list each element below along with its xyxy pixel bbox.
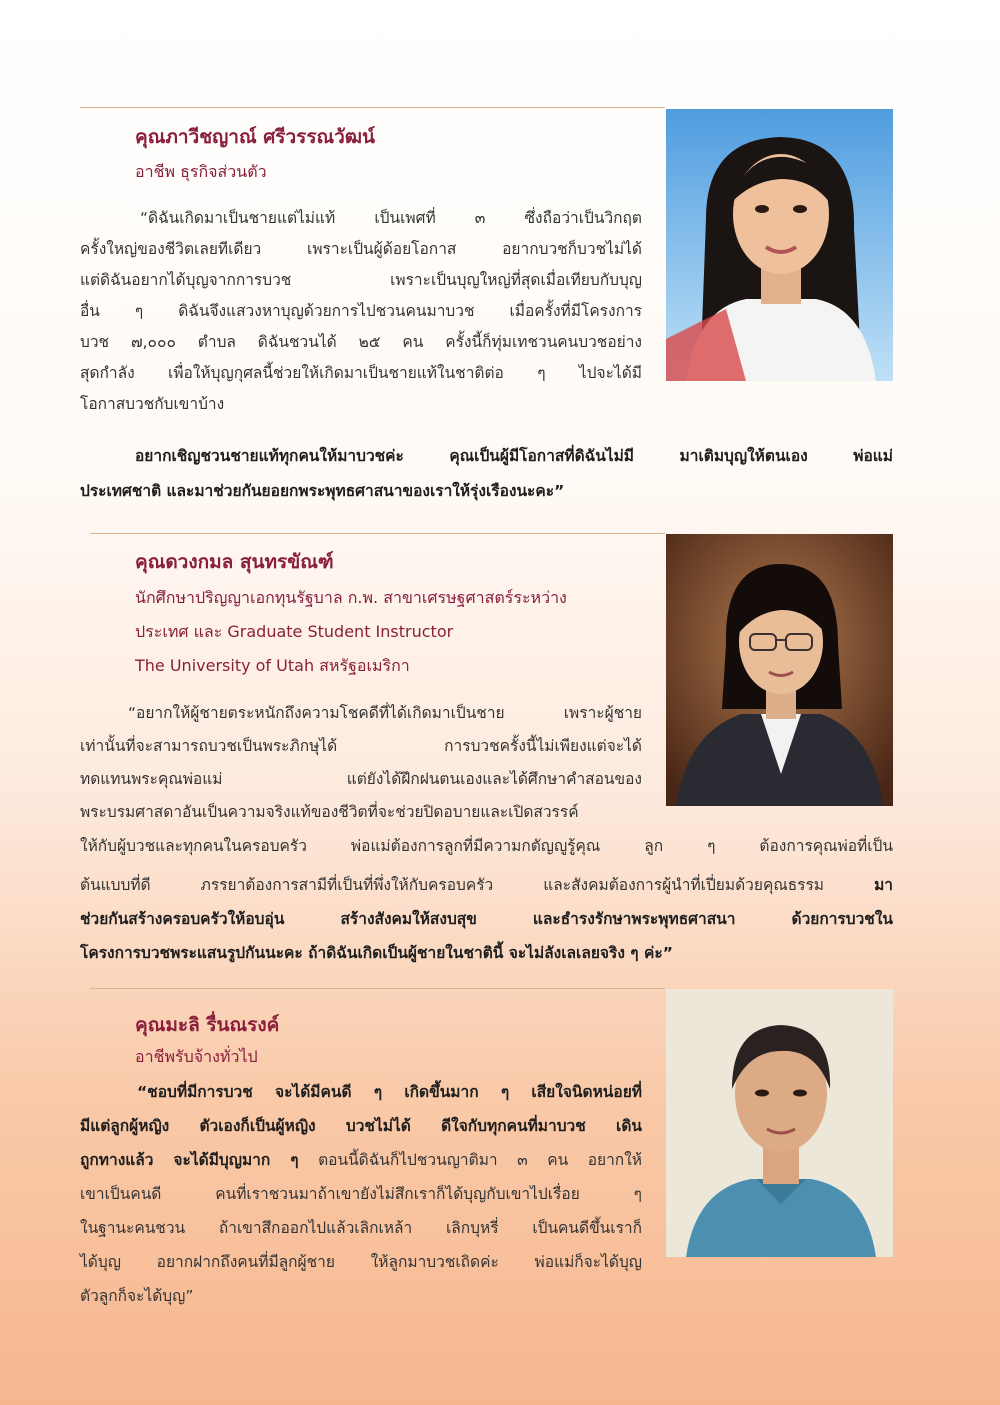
divider-3 <box>90 988 665 989</box>
person-2-subtitle-2: ประเทศ และ Graduate Student Instructor <box>135 622 454 641</box>
person-1-photo <box>666 109 893 381</box>
person-2-line-2: เท่านั้นที่จะสามารถบวชเป็นพระภิกษุได้ การบวชครั้งนี้ไม่เพียงแต่จะได้ <box>80 737 642 755</box>
person-1-line-9: ประเทศชาติ และมาช่วยกันยอยกพระพุทธศาสนาของเราให้รุ่งเรืองนะคะ” <box>80 482 565 500</box>
person-1-line-1: “ดิฉันเกิดมาเป็นชายแต่ไม่แท้ เป็นเพศที่ ๓ ซึ่งถือว่าเป็นวิกฤต <box>140 209 642 227</box>
person-3-line-2: มีแต่ลูกผู้หญิง ตัวเองก็เป็นผู้หญิง บวชไม่ได้ ดีใจกับทุกคนที่มาบวช เดิน <box>80 1117 642 1135</box>
person-1-line-6: สุดกำลัง เพื่อให้บุญกุศลนี้ช่วยให้เกิดมาเป็นชายแท้ในชาติต่อ ๆ ไปจะได้มี <box>80 364 642 382</box>
person-2-line-7: ช่วยกันสร้างครอบครัวให้อบอุ่น สร้างสังคมให้สงบสุข และธำรงรักษาพระพุทธศาสนา ด้วยการบวชใน <box>80 910 893 928</box>
person-2-line-1: “อยากให้ผู้ชายตระหนักถึงความโชคดีที่ได้เกิดมาเป็นชาย เพราะผู้ชาย <box>128 704 642 722</box>
person-2-photo <box>666 534 893 806</box>
person-3-line-3-bold: ถูกทางแล้ว จะได้มีบุญมาก ๆ <box>80 1151 299 1169</box>
person-1-line-2: ครั้งใหญ่ของชีวิตเลยทีเดียว เพราะเป็นผู้ด้อยโอกาส อยากบวชก็บวชไม่ได้ <box>80 240 642 258</box>
person-3-photo <box>666 989 893 1257</box>
person-2-line-4: พระบรมศาสดาอันเป็นความจริงแท้ของชีวิตที่จะช่วยปิดอบายและเปิดสวรรค์ <box>80 803 579 821</box>
person-3-line-1: “ชอบที่มีการบวช จะได้มีคนดี ๆ เกิดขึ้นมาก ๆ เสียใจนิดหน่อยที่ <box>137 1083 642 1101</box>
person-3-line-6: ได้บุญ อยากฝากถึงคนที่มีลูกผู้ชาย ให้ลูกมาบวชเถิดค่ะ พ่อแม่ก็จะได้บุญ <box>80 1253 642 1271</box>
person-3-line-3 <box>80 1147 642 1172</box>
divider-1 <box>80 107 665 108</box>
person-1-line-4: อื่น ๆ ดิฉันจึงแสวงหาบุญด้วยการไปชวนคนมาบวช เมื่อครั้งที่มีโครงการ <box>80 302 642 320</box>
person-2-name: คุณดวงกมล สุนทรขัณฑ์ <box>135 551 334 573</box>
divider-2 <box>90 533 665 534</box>
person-3-line-4: เขาเป็นคนดี คนที่เราชวนมาถ้าเขายังไม่สึกเราก็ได้บุญกับเขาไปเรื่อย ๆ <box>80 1185 642 1203</box>
person-2-line-5: ให้กับผู้บวชและทุกคนในครอบครัว พ่อแม่ต้องการลูกที่มีความกตัญญูรู้คุณ ลูก ๆ ต้องการคุณพ่อที่เป็น <box>80 837 893 855</box>
person-1-name: คุณภาวีชญาณ์ ศรีวรรณวัฒน์ <box>135 126 375 148</box>
person-1-line-3: แต่ดิฉันอยากได้บุญจากการบวช เพราะเป็นบุญใหญ่ที่สุดเมื่อเทียบกับบุญ <box>80 271 642 289</box>
person-2-line-8: โครงการบวชพระแสนรูปกันนะคะ ถ้าดิฉันเกิดเป็นผู้ชายในชาตินี้ จะไม่ลังเลเลยจริง ๆ ค่ะ” <box>80 944 673 962</box>
person-3-line-7: ตัวลูกก็จะได้บุญ” <box>80 1287 194 1305</box>
person-2-subtitle-3: The University of Utah สหรัฐอเมริกา <box>135 656 410 675</box>
person-3-name: คุณมะลิ รื่นณรงค์ <box>135 1014 280 1036</box>
person-2-line-6-text: ต้นแบบที่ดี ภรรยาต้องการสามีที่เป็นที่พึ่งให้กับครอบครัว และสังคมต้องการผู้นำที่เปี่ยมด้วยคุณธรรม <box>80 876 825 894</box>
person-3-occupation: อาชีพรับจ้างทั่วไป <box>135 1047 258 1066</box>
person-2-line-3: ทดแทนพระคุณพ่อแม่ แต่ยังได้ฝึกฝนตนเองและได้ศึกษาคำสอนของ <box>80 770 642 788</box>
person-2-subtitle-1: นักศึกษาปริญญาเอกทุนรัฐบาล ก.พ. สาขาเศรษฐศาสตร์ระหว่าง <box>135 588 567 607</box>
person-1-line-5: บวช ๗,๐๐๐ ตำบล ดิฉันชวนได้ ๒๕ คน ครั้งนี้ก็ทุ่มเทชวนคนบวชอย่าง <box>80 333 642 351</box>
person-1-occupation: อาชีพ ธุรกิจส่วนตัว <box>135 162 267 181</box>
person-3-line-3-text: ตอนนี้ดิฉันก็ไปชวนญาติมา ๓ คน อยากให้ <box>318 1151 642 1169</box>
person-1-line-8: อยากเชิญชวนชายแท้ทุกคนให้มาบวชค่ะ คุณเป็นผู้มีโอกาสที่ดิฉันไม่มี มาเติมบุญให้ตนเอง พ่อแม่ <box>135 447 893 465</box>
person-2-line-6-bold: มา <box>874 876 893 894</box>
person-2-line-6 <box>80 872 893 897</box>
person-1-line-7: โอกาสบวชกับเขาบ้าง <box>80 395 225 413</box>
person-3-line-5: ในฐานะคนชวน ถ้าเขาสึกออกไปแล้วเลิกเหล้า เลิกบุหรี่ เป็นคนดีขึ้นเราก็ <box>80 1219 642 1237</box>
